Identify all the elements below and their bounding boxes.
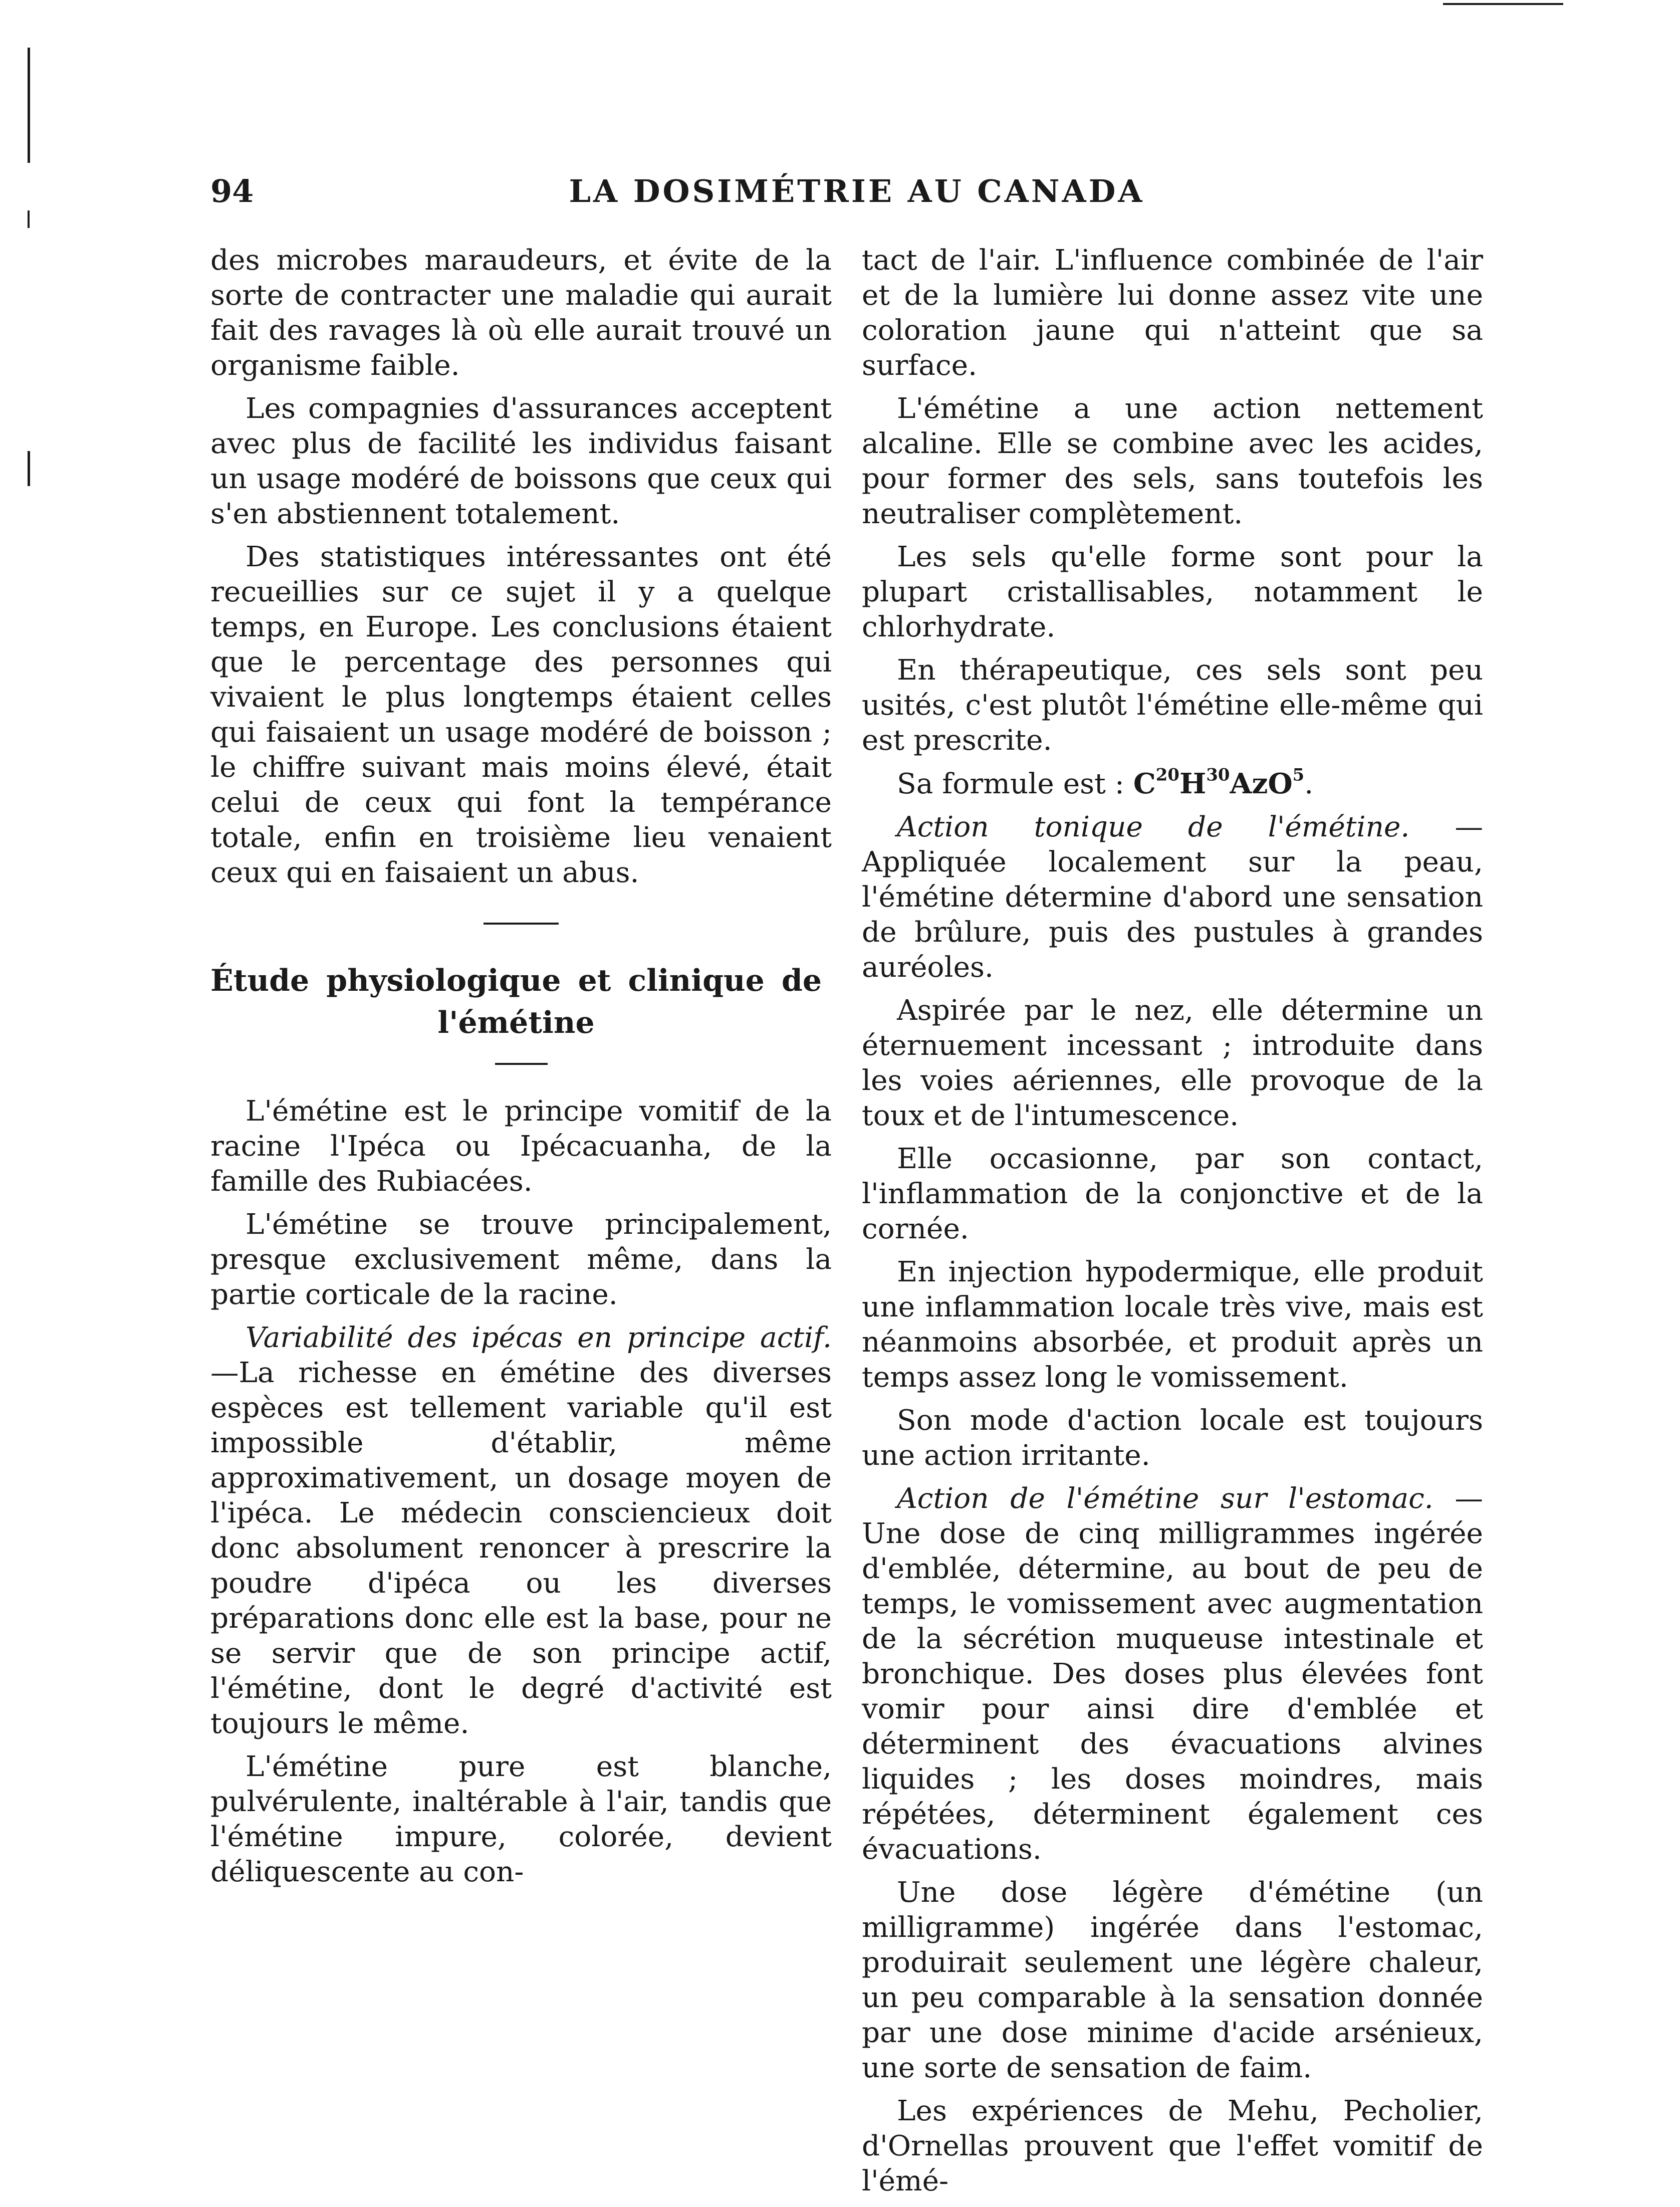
heading-rule — [495, 1063, 548, 1065]
section-heading — [210, 960, 832, 1044]
formula-c: C — [1133, 767, 1156, 800]
formula-end: . — [1304, 768, 1314, 800]
formula-h: H — [1179, 767, 1207, 800]
paragraph — [210, 1320, 832, 1741]
scan-edge-mark — [28, 48, 30, 163]
paragraph: Son mode d'action locale est toujours une action irritante. — [862, 1404, 1483, 1472]
paragraph: En injection hypodermique, elle produit une inflammation locale très vive, mais est néanmoins absorbée, et produit après un temps assez long le vomissement. — [862, 1256, 1483, 1394]
paragraph: Des statistiques intéressantes ont été recueillies sur ce sujet il y a quelque temps, en Europe. Les conclusions étaient que le percentage des personnes qui vivaient le plus longtemps étaient celles qui faisaient un usage modéré de boisson ; le chiffre suivant mais moins élevé, était celui de ceux qui font la tempérance totale, enfin en troisième lieu venaient ceux qui en faisaient un abus. — [210, 541, 832, 889]
paragraph-text: —La richesse en émétine des diverses espèces est tellement variable qu'il est impossible d'établir, même approximativement, un dosage moyen de l'ipéca. Le médecin consciencieux doit donc absolument renoncer à prescrire la poudre d'ipéca ou les diverses préparations donc elle est la base, pour ne se servir que de son principe actif, l'émétine, dont le degré d'activité est toujours le même. — [210, 1357, 832, 1740]
paragraph-title: Action tonique de l'émétine. — [897, 811, 1410, 843]
paragraph: En thérapeutique, ces sels sont peu usités, c'est plutôt l'émétine elle-même qui est prescrite. — [862, 654, 1483, 757]
running-title: LA DOSIMÉTRIE AU CANADA — [569, 173, 1145, 209]
paragraph: Les sels qu'elle forme sont pour la plupart cristallisables, notamment le chlorhydrate. — [862, 541, 1483, 643]
paragraph: L'émétine pure est blanche, pulvérulente, inaltérable à l'air, tandis que l'émétine impure, colorée, devient déliquescente au con- — [210, 1750, 832, 1888]
scan-edge-mark — [28, 210, 30, 228]
left-column — [210, 243, 832, 1898]
scan-edge-mark — [1443, 3, 1563, 5]
paragraph: L'émétine est le principe vomitif de la racine l'Ipéca ou Ipécacuanha, de la famille des Rubiacées. — [210, 1095, 832, 1198]
section-heading-line2: l'émétine — [437, 1005, 595, 1040]
formula-label: Sa formule est : — [897, 768, 1133, 800]
paragraph: Une dose légère d'émétine (un milligramme) ingérée dans l'estomac, produirait seulement une légère chaleur, un peu comparable à la sensation donnée par une dose minime d'acide arsénieux, une sorte de sensation de faim. — [862, 1876, 1483, 2084]
page-number: 94 — [210, 173, 254, 209]
paragraph — [862, 810, 1483, 985]
formula-c-subscript: 20 — [1155, 764, 1179, 785]
paragraph: des microbes maraudeurs, et évite de la sorte de contracter une maladie qui aurait fait des ravages là où elle aurait trouvé un organisme faible. — [210, 244, 832, 382]
running-header — [210, 173, 1503, 233]
formula-azo: AzO — [1230, 767, 1293, 800]
paragraph: Les compagnies d'assurances acceptent avec plus de facilité les individus faisant un usage modéré de boissons que ceux qui s'en abstiennent totalement. — [210, 392, 832, 530]
paragraph-title: Variabilité des ipécas en principe actif. — [246, 1321, 832, 1354]
paragraph: Elle occasionne, par son contact, l'inflammation de la conjonctive et de la cornée. — [862, 1143, 1483, 1245]
paragraph-title: Action de l'émétine sur l'estomac. — [897, 1482, 1433, 1515]
section-divider — [484, 923, 559, 925]
paragraph-text: — Une dose de cinq milligrammes ingérée d'emblée, détermine, au bout de peu de temps, le vomissement avec augmentation de la sécrétion muqueuse intestinale et bronchique. Des doses plus élevées font vomir pour ainsi dire d'emblée et déterminent des évacuations alvines liquides ; les doses moindres, mais répétées, déterminent également ces évacuations. — [862, 1482, 1484, 1866]
paragraph: Les expériences de Mehu, Pecholier, d'Ornellas prouvent que l'effet vomitif de l'émé- — [862, 2095, 1483, 2197]
paragraph: L'émétine a une action nettement alcaline. Elle se combine avec les acides, pour former des sels, sans toutefois les neutraliser complètement. — [862, 392, 1483, 530]
formula-o-subscript: 5 — [1292, 764, 1305, 785]
scan-edge-mark — [28, 451, 30, 486]
paragraph-text: — Appliquée localement sur la peau, l'émétine détermine d'abord une sensation de brûlure, puis des pustules à grandes auréoles. — [862, 811, 1483, 984]
paragraph: tact de l'air. L'influence combinée de l'air et de la lumière lui donne assez vite une coloration jaune qui n'atteint que sa surface. — [862, 244, 1483, 382]
formula-h-subscript: 30 — [1206, 764, 1230, 785]
paragraph: Aspirée par le nez, elle détermine un éternuement incessant ; introduite dans les voies aériennes, elle provoque de la toux et de l'intumescence. — [862, 994, 1483, 1132]
section-heading-line1: Étude physiologique et clinique de — [210, 963, 822, 998]
paragraph — [862, 1481, 1483, 1867]
chemical-formula — [862, 766, 1483, 802]
paragraph: L'émétine se trouve principalement, presque exclusivement même, dans la partie corticale de la racine. — [210, 1208, 832, 1311]
right-column — [862, 243, 1483, 2207]
